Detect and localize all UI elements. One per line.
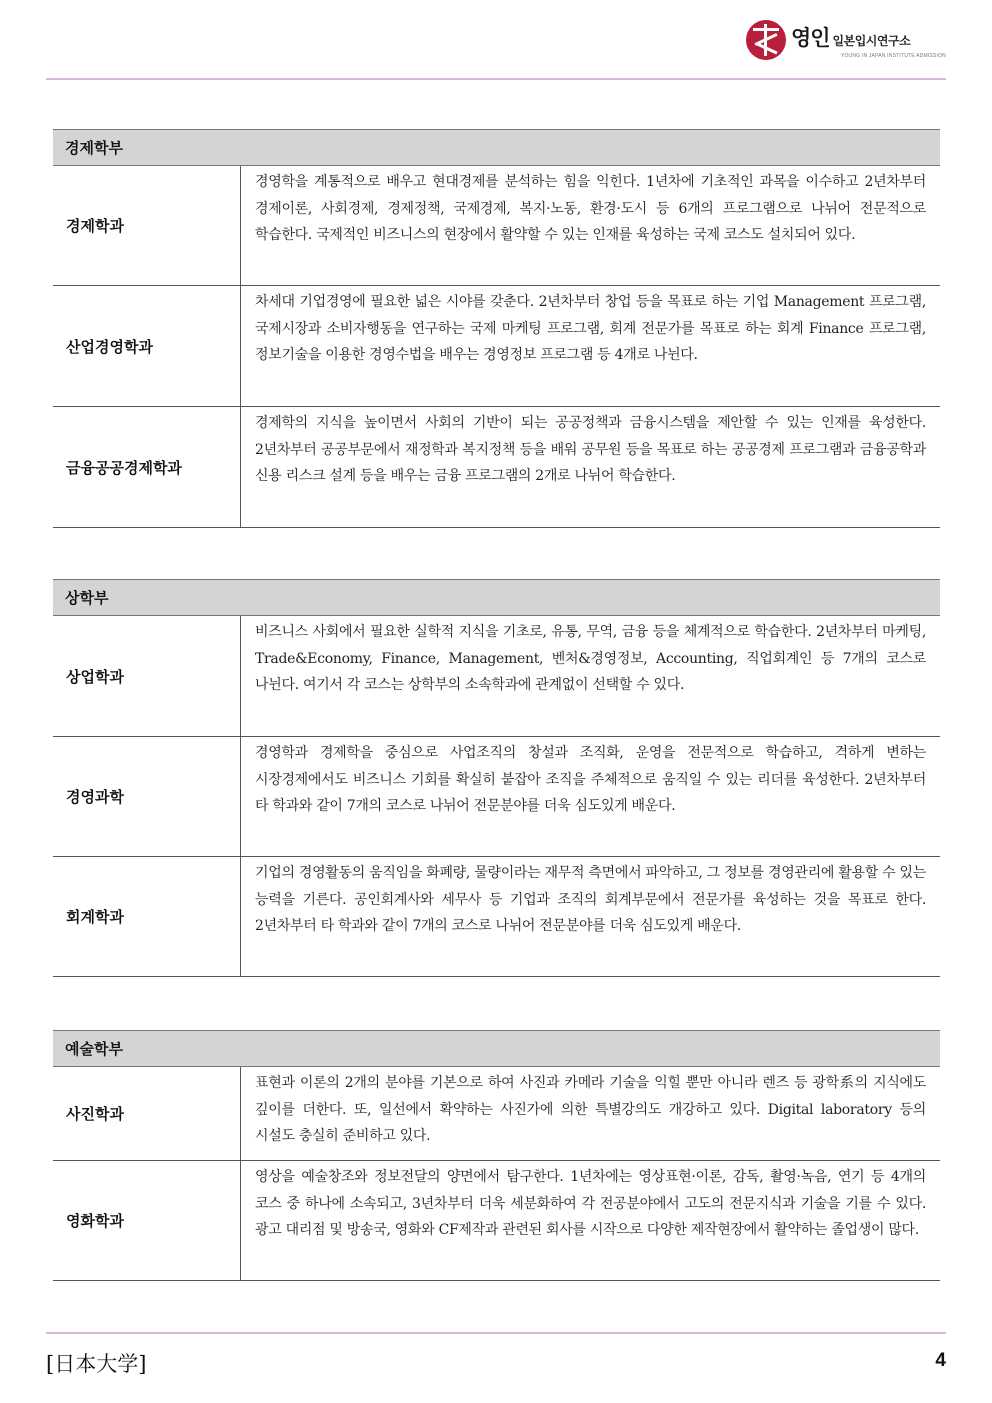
department-description: 경영학과 경제학을 중심으로 사업조직의 창설과 조직화, 운영을 전문적으로 학습하고, 격하게 변하는 시장경제에서도 비즈니스 기회를 확실히 붙잡아 조직을 주체적으로 움직일 수 있는 리더를 육성한다. 2년차부터 타 학과와 같이 7개의 코스로 나뉘어 전문분야를 더욱 심도있게 배운다. (255, 745, 926, 814)
section-title: 경제학부 (53, 129, 940, 166)
section-economics (53, 129, 940, 528)
table-row (53, 286, 940, 407)
department-description: 기업의 경영활동의 움직임을 화폐량, 물량이라는 재무적 측면에서 파악하고, 그 정보를 경영관리에 활용할 수 있는 능력을 기른다. 공인회계사와 세무사 등 기업과 조직의 회계부문에서 전문가를 육성하는 것을 목표로 한다. 2년차부터 타 학과와 같이 7개의 코스로 나뉘어 전문분야를 더욱 심도있게 배운다. (255, 865, 926, 934)
institute-logo (746, 20, 946, 60)
department-description: 경제학의 지식을 높이면서 사회의 기반이 되는 공공정책과 금융시스템을 제안할 수 있는 인재를 육성한다. 2년차부터 공공부문에서 재정학과 복지정책 등을 배워 공무원 등을 목표로 하는 공공경제 프로그램과 금융공학과 신용 리스크 설계 등을 배우는 금융 프로그램의 2개로 나뉘어 학습한다. (255, 415, 926, 484)
table-row (53, 737, 940, 857)
department-name: 금융공공경제학과 (53, 407, 241, 527)
logo-main-text: 영인 (790, 25, 830, 50)
page-header (0, 0, 992, 80)
table-row (53, 407, 940, 528)
table-row (53, 857, 940, 977)
logo-tagline: YOUNG IN JAPAN INSTITUTE ADMISSION (840, 52, 946, 59)
section-title: 상학부 (53, 579, 940, 616)
department-description: 차세대 기업경영에 필요한 넓은 시야를 갖춘다. 2년차부터 창업 등을 목표로 하는 기업 Management 프로그램, 국제시장과 소비자행동을 연구하는 국제 마케팅 프로그램, 회계 전문가를 목표로 하는 회계 Finance 프로그램, 정보기술을 이용한 경영수법을 배우는 경영정보 프로그램 등 4개로 나뉜다. (255, 294, 926, 363)
page-number: 4 (935, 1350, 946, 1371)
department-description: 비즈니스 사회에서 필요한 실학적 지식을 기초로, 유통, 무역, 금융 등을 체계적으로 학습한다. 2년차부터 마케팅, Trade&Economy, Finance, Management, 벤처&경영정보, Accounting, 직업회계인 등 7개의 코스로 나뉜다. 여기서 각 코스는 상학부의 소속학과에 관계없이 선택할 수 있다. (255, 624, 926, 693)
footer-university: [日本大学] (46, 1352, 147, 1376)
department-description: 경영학을 계통적으로 배우고 현대경제를 분석하는 힘을 익힌다. 1년차에 기초적인 과목을 이수하고 2년차부터 경제이론, 사회경제, 경제정책, 국제경제, 복지·노동, 환경·도시 등 6개의 프로그램으로 나뉘어 전문적으로 학습한다. 국제적인 비즈니스의 현장에서 활약할 수 있는 인재를 육성하는 국제 코스도 설치되어 있다. (255, 174, 926, 243)
table-row (53, 1067, 940, 1161)
department-name: 경제학과 (53, 166, 241, 285)
table-row (53, 1161, 940, 1281)
department-name: 산업경영학과 (53, 286, 241, 406)
logo-emblem-icon (746, 20, 786, 60)
table-row (53, 616, 940, 737)
table-row (53, 166, 940, 286)
header-divider (46, 78, 946, 80)
footer-divider (46, 1332, 946, 1334)
section-title: 예술학부 (53, 1030, 940, 1067)
logo-sub-text: 일본입시연구소 (832, 33, 911, 48)
department-description: 영상을 예술창조와 정보전달의 양면에서 탐구한다. 1년차에는 영상표현·이론, 감독, 촬영·녹음, 연기 등 4개의 코스 중 하나에 소속되고, 3년차부터 더욱 세분화하여 각 전공분야에서 고도의 전문지식과 기술을 기를 수 있다. 광고 대리점 및 방송국, 영화와 CF제작과 관련된 회사를 시작으로 다양한 제작현장에서 활약하는 졸업생이 많다. (255, 1169, 926, 1238)
department-name: 경영과학 (53, 737, 241, 856)
department-name: 회계학과 (53, 857, 241, 976)
department-description: 표현과 이론의 2개의 분야를 기본으로 하여 사진과 카메라 기술을 익힐 뿐만 아니라 렌즈 등 광학系의 지식에도 깊이를 더한다. 또, 일선에서 확약하는 사진가에 의한 특별강의도 개강하고 있다. Digital laboratory 등의 시설도 충실히 준비하고 있다. (255, 1075, 926, 1144)
department-name: 영화학과 (53, 1161, 241, 1280)
section-commerce (53, 579, 940, 977)
department-name: 사진학과 (53, 1067, 241, 1160)
section-art (53, 1030, 940, 1281)
department-name: 상업학과 (53, 616, 241, 736)
logo-wordmark (791, 22, 946, 59)
